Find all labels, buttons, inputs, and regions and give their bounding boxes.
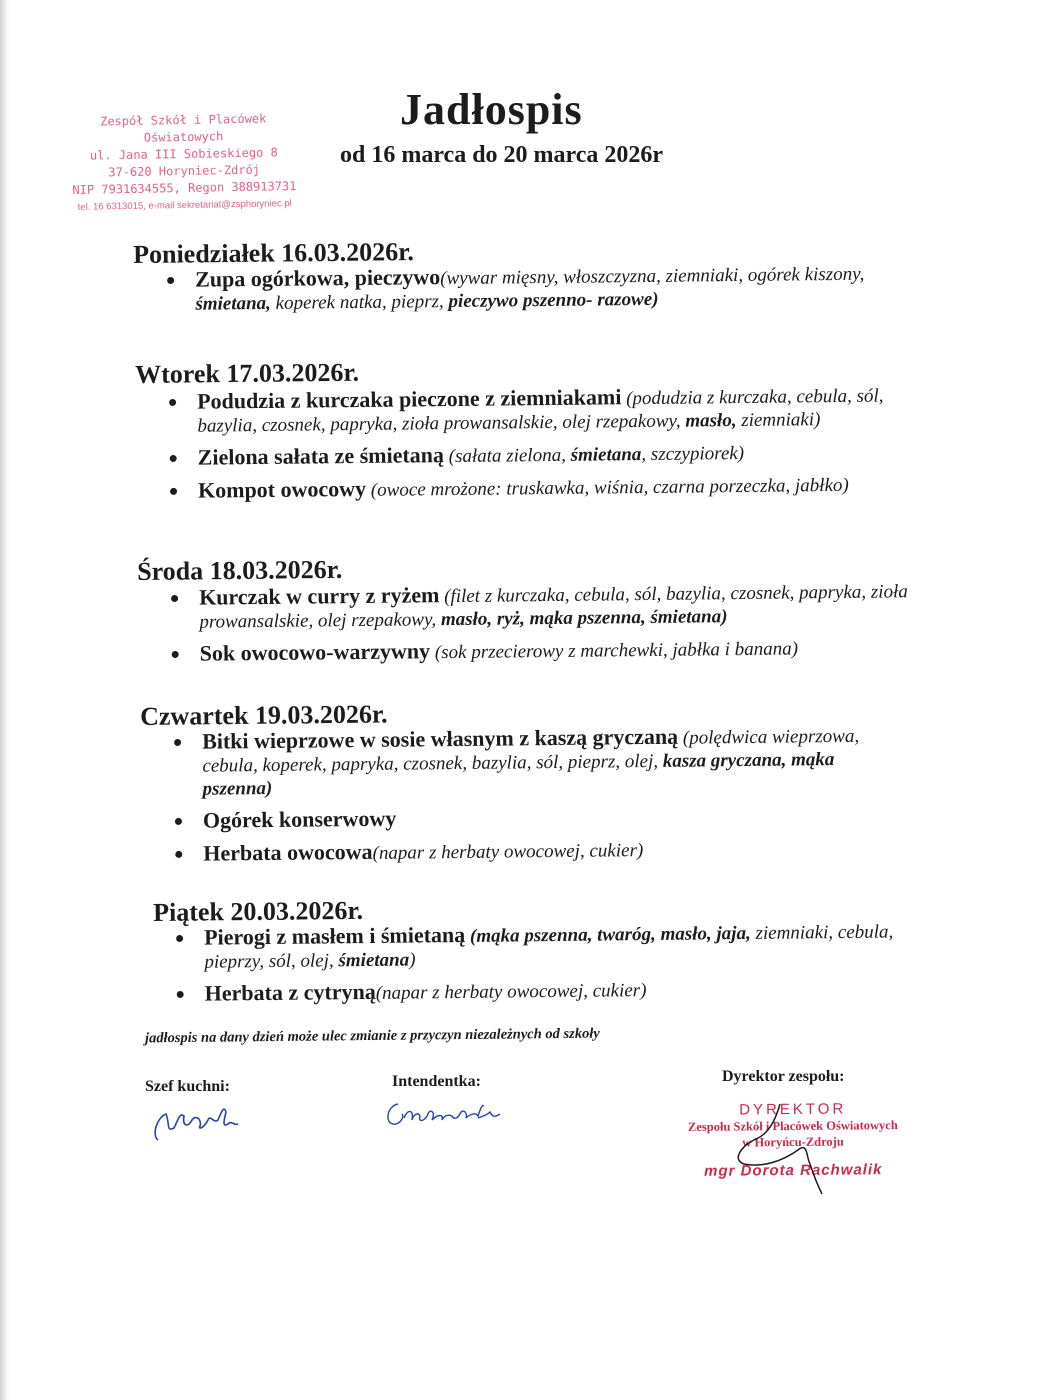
dish-name: Ogórek konserwowy bbox=[202, 805, 397, 833]
bullet-icon bbox=[176, 935, 183, 942]
day-heading-friday: Piątek 20.03.2026r. bbox=[153, 895, 364, 927]
bullet-icon bbox=[174, 739, 181, 746]
stamp-line: 37-620 Horyniec-Zdrój bbox=[108, 162, 261, 180]
dish-name: Sok owocowo-warzywny bbox=[199, 638, 431, 666]
ingredient-text: koperek natka, pieprz, bbox=[270, 291, 449, 314]
menu-list-tuesday bbox=[167, 382, 908, 512]
ingredient-text: ziemniaki) bbox=[736, 409, 821, 432]
allergen-text: śmietana bbox=[338, 949, 410, 972]
dish-name: Bitki wieprzowe w sosie własnym z kaszą gryczaną bbox=[201, 723, 679, 754]
dish-ingredients bbox=[444, 443, 744, 467]
bullet-icon bbox=[170, 455, 177, 462]
dish-ingredients bbox=[366, 475, 849, 501]
menu-item bbox=[174, 918, 949, 974]
menu-item bbox=[173, 835, 873, 867]
bullet-icon bbox=[170, 488, 177, 495]
page-subtitle: od 16 marca do 20 marca 2026r bbox=[340, 142, 664, 168]
dish-ingredients bbox=[430, 638, 798, 663]
menu-item bbox=[168, 471, 908, 504]
dish-name: Kompot owocowy bbox=[197, 475, 367, 503]
day-heading-tuesday: Wtorek 17.03.2026r. bbox=[135, 357, 360, 389]
ingredient-text: ) bbox=[409, 949, 416, 971]
bullet-icon bbox=[167, 277, 174, 284]
ingredient-text: (sałata zielona, bbox=[443, 444, 571, 468]
ingredient-text: ziemniaki, cebula, pieprzy, sól, olej, bbox=[204, 921, 894, 973]
ingredient-text: (filet z kurczaka, cebula, sól, bazylia, czosnek, papryka, zioła prowansalskie, olej rzepakowy, bbox=[199, 581, 908, 633]
menu-list-wednesday bbox=[169, 578, 920, 675]
dish-name: Herbata z cytryną bbox=[204, 978, 376, 1006]
stamp-line: ul. Jana III Sobieskiego 8 bbox=[89, 145, 278, 163]
menu-item bbox=[170, 634, 920, 667]
disclaimer-note: jadłospis na dany dzień może ulec zmianie z przyczyn niezależnych od szkoły bbox=[144, 1025, 600, 1047]
day-heading-wednesday: Środa 18.03.2026r. bbox=[137, 554, 343, 586]
page-title: Jadłospis bbox=[400, 85, 583, 134]
menu-list-thursday bbox=[172, 723, 873, 875]
menu-list-monday bbox=[165, 260, 896, 324]
chef-label: Szef kuchni: bbox=[145, 1078, 230, 1095]
dish-name: Pierogi z masłem i śmietaną bbox=[203, 921, 466, 950]
menu-item bbox=[172, 723, 873, 801]
allergen-text: (mąka pszenna, twaróg, masło, jaja, bbox=[465, 922, 751, 947]
ingredient-text: (podudzia z kurczaka, cebula, sól, bazylia, czosnek, papryka, zioła prowansalskie, olej rzepakowy, bbox=[197, 385, 884, 437]
allergen-text: kasza gryczana, mąka pszenna) bbox=[202, 749, 835, 800]
director-stamp-name: mgr Dorota Rachwalik bbox=[704, 1161, 883, 1180]
allergen-text: masło, ryż, mąka pszenna, śmietana) bbox=[440, 606, 728, 631]
school-stamp bbox=[63, 110, 305, 216]
director-signature bbox=[718, 1098, 838, 1198]
director-label: Dyrektor zespołu: bbox=[722, 1068, 845, 1085]
bullet-icon bbox=[177, 991, 184, 998]
stamp-line: NIP 7931634555, Regon 388913731 bbox=[72, 179, 297, 197]
stamp-line: Zespół Szkół i Placówek Oświatowych bbox=[100, 111, 267, 145]
director-stamp-line: Zespołu Szkół i Placówek Oświatowych bbox=[687, 1118, 898, 1134]
day-heading-thursday: Czwartek 19.03.2026r. bbox=[140, 699, 388, 731]
bullet-icon bbox=[172, 651, 179, 658]
intendent-label: Intendentka: bbox=[392, 1073, 481, 1090]
dish-name: Kurczak w curry z ryżem bbox=[198, 582, 440, 610]
ingredient-text: (napar z herbaty owocowej, cukier) bbox=[375, 980, 647, 1004]
stamp-line: tel. 16 6313015, e-mail sekretariat@zsphoryniec.pl bbox=[77, 198, 292, 213]
allergen-text: śmietana bbox=[570, 444, 642, 466]
menu-item bbox=[173, 802, 873, 834]
dish-name: Podudzia z kurczaka pieczone z ziemniakami bbox=[196, 384, 622, 414]
allergen-text: śmietana, bbox=[195, 292, 271, 315]
ingredient-text: (owoce mrożone: truskawka, wiśnia, czarna porzeczka, jabłko) bbox=[365, 474, 849, 501]
dish-ingredients bbox=[372, 840, 643, 864]
bullet-icon bbox=[175, 851, 182, 858]
ingredient-text: , szczypiorek) bbox=[641, 442, 745, 466]
menu-item bbox=[167, 382, 907, 438]
dish-name: Zupa ogórkowa, pieczywo bbox=[194, 264, 441, 292]
chef-signature bbox=[148, 1098, 243, 1148]
ingredient-text: (napar z herbaty owocowej, cukier) bbox=[372, 840, 644, 864]
director-stamp-title: DYREKTOR bbox=[739, 1100, 847, 1119]
bullet-icon bbox=[171, 595, 178, 602]
bullet-icon bbox=[169, 399, 176, 406]
menu-item bbox=[175, 974, 950, 1007]
menu-list-friday bbox=[174, 918, 950, 1015]
dish-ingredients bbox=[376, 980, 647, 1004]
allergen-text: pieczywo pszenno- razowe) bbox=[448, 288, 659, 313]
director-stamp-line: w Horyńcu-Zdroju bbox=[742, 1134, 844, 1150]
menu-item bbox=[168, 438, 908, 471]
ingredient-text: (sok przecierowy z marchewki, jabłka i banana) bbox=[429, 638, 799, 664]
allergen-text: masło, bbox=[685, 410, 737, 432]
scan-edge bbox=[0, 0, 10, 1400]
menu-item bbox=[169, 578, 919, 634]
day-heading-monday: Poniedziałek 16.03.2026r. bbox=[133, 237, 415, 269]
ingredient-text: (wywar mięsny, włoszczyzna, ziemniaki, ogórek kiszony, bbox=[440, 263, 865, 290]
bullet-icon bbox=[175, 818, 182, 825]
dish-name: Zielona sałata ze śmietaną bbox=[197, 442, 445, 470]
ingredient-text: (polędwica wieprzowa, cebula, koperek, papryka, czosnek, bazylia, sól, pieprz, olej, bbox=[202, 725, 860, 777]
menu-item bbox=[165, 260, 895, 316]
dish-name: Herbata owocowa bbox=[203, 838, 373, 866]
intendent-signature bbox=[382, 1094, 507, 1134]
